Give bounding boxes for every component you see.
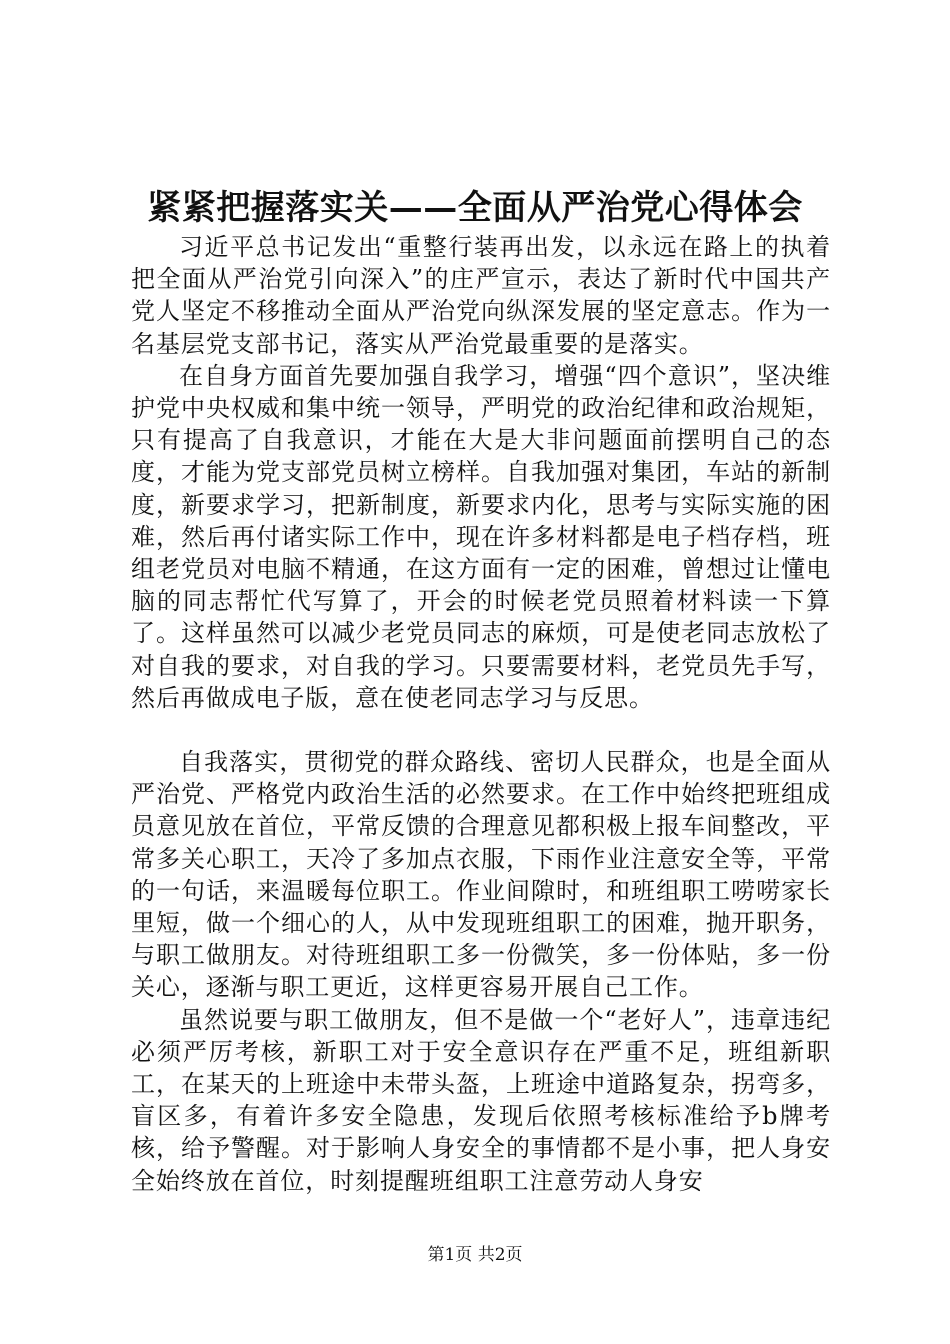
document-title: 紧紧把握落实关——全面从严治党心得体会 [147, 188, 803, 228]
paragraph-1: 习近平总书记发出“重整行装再出发，以永远在路上的执着把全面从严治党引向深入”的庄严宣示，表达了新时代中国共产党人坚定不移推动全面从严治党向纵深发展的坚定意志。作为一名基层党支部书记，落实从严治党最重要的是落实。 [131, 233, 831, 358]
paragraph-spacer [131, 714, 831, 746]
paragraph-2: 在自身方面首先要加强自我学习，增强“四个意识”，坚决维护党中央权威和集中统一领导，严明党的政治纪律和政治规矩，只有提高了自我意识，才能在大是大非问题面前摆明自己的态度，才能为党支部党员树立榜样。自我加强对集团，车站的新制度，新要求学习，把新制度，新要求内化，思考与实际实施的困难，然后再付诸实际工作中，现在许多材料都是电子档存档，班组老党员对电脑不精通，在这方面有一定的困难，曾想过让懂电脑的同志帮忙代写算了，开会的时候老党员照着材料读一下算了。这样虽然可以减少老党员同志的麻烦，可是使老同志放松了对自我的要求，对自我的学习。只要需要材料，老党员先手写，然后再做成电子版，意在使老同志学习与反思。 [131, 361, 831, 712]
paragraph-3: 自我落实，贯彻党的群众路线、密切人民群众，也是全面从严治党、严格党内政治生活的必然要求。在工作中始终把班组成员意见放在首位，平常反馈的合理意见都积极上报车间整改，平常多关心职工，天冷了多加点衣服，下雨作业注意安全等，平常的一句话，来温暖每位职工。作业间隙时，和班组职工唠唠家长里短，做一个细心的人，从中发现班组职工的困难，抛开职务，与职工做朋友。对待班组职工多一份微笑，多一份体贴，多一份关心，逐渐与职工更近，这样更容易开展自己工作。 [131, 748, 831, 1002]
document-body [131, 231, 831, 1197]
paragraph-4: 虽然说要与职工做朋友，但不是做一个“老好人”，违章违纪必须严厉考核，新职工对于安全意识存在严重不足，班组新职工，在某天的上班途中未带头盔，上班途中道路复杂，拐弯多，盲区多，有着许多安全隐患，发现后依照考核标准给予b牌考核，给予警醒。对于影响人身安全的事情都不是小事，把人身安全始终放在首位，时刻提醒班组职工注意劳动人身安 [131, 1005, 831, 1195]
page-number-footer: 第1页 共2页 [427, 1245, 523, 1265]
